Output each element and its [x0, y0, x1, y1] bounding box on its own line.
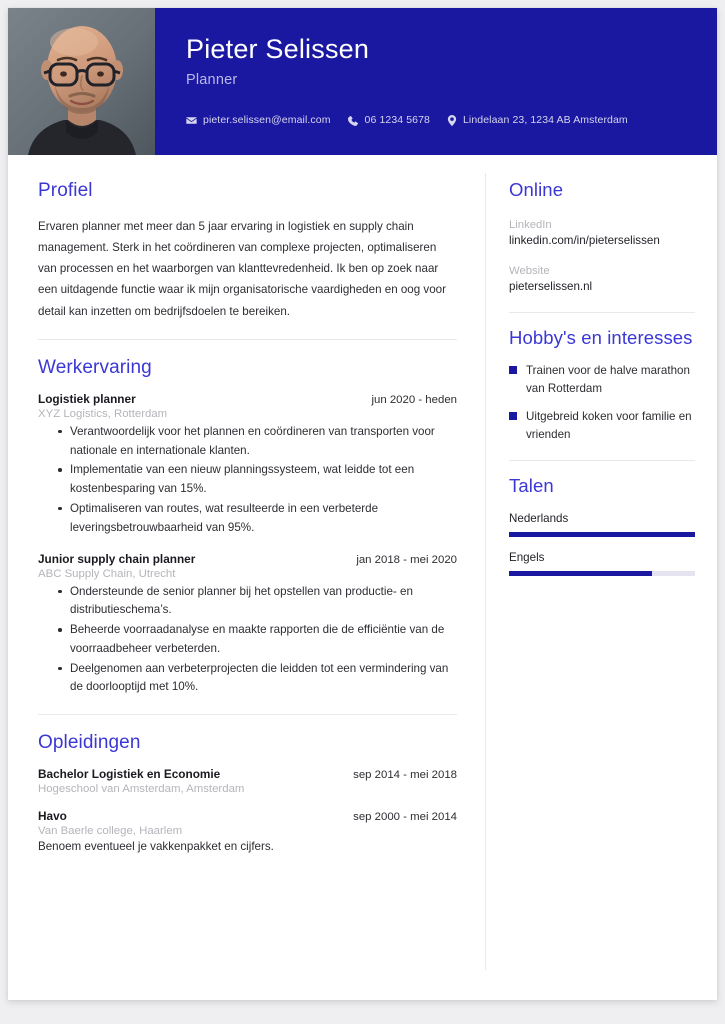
cv-page: [8, 8, 717, 1000]
education-entry: [38, 767, 457, 795]
education-institution: Hogeschool van Amsterdam, Amsterdam: [38, 783, 245, 796]
language-name: Nederlands: [509, 511, 569, 525]
list-item: Optimaliseren van routes, wat resulteerde in een verbeterde leveringsbetrouwbaarheid van 95%.: [58, 500, 457, 538]
section-divider: [38, 339, 457, 340]
section-heading-languages: Talen: [509, 475, 554, 497]
online-label: Website: [509, 264, 550, 277]
envelope-icon: [186, 115, 197, 126]
education-title: Bachelor Logistiek en Economie: [38, 767, 221, 782]
experience-bullet-list: [38, 423, 457, 538]
cv-content: [8, 155, 717, 1000]
experience-dates: jun 2020 - heden: [371, 393, 457, 406]
cv-header: [8, 8, 717, 155]
list-item: Ondersteunde de senior planner bij het opstellen van productie- en distributieschema’s.: [58, 583, 457, 621]
section-heading-profiel: Profiel: [38, 180, 93, 201]
section-divider: [509, 312, 695, 313]
language-item-engels: [509, 551, 695, 576]
online-value[interactable]: pieterselissen.nl: [509, 280, 593, 294]
page-title: Pieter Selissen: [186, 34, 370, 64]
profile-summary-text: Ervaren planner met meer dan 5 jaar ervaring in logistiek en supply chain management. Sterk in het coördineren van complexe projecten, optimaliseren van processen en het waarborgen van klanttevredenheid. Ik ben op zoek naar een uitdagende functie waar ik mijn organisatorische vaardigheden en oog voor detail kan inzetten om bedrijfsdoelen te bereiken.: [38, 220, 446, 318]
contact-email-text: pieter.selissen@email.com: [203, 114, 331, 126]
language-level-fill: [509, 532, 695, 537]
education-dates: sep 2000 - mei 2014: [353, 811, 457, 824]
experience-organisation: ABC Supply Chain, Utrecht: [38, 567, 176, 580]
experience-title: Logistiek planner: [38, 391, 136, 406]
contact-phone-text: 06 1234 5678: [364, 114, 430, 126]
online-value[interactable]: linkedin.com/in/pieterselissen: [509, 233, 660, 247]
language-level-fill: [509, 571, 652, 576]
list-item: Trainen voor de halve marathon van Rotterdam: [509, 362, 695, 398]
experience-bullet-list: [38, 583, 457, 698]
online-label: LinkedIn: [509, 218, 552, 231]
online-entry-website: [509, 263, 695, 296]
section-divider: [509, 460, 695, 461]
education-entry: [38, 809, 457, 857]
language-name: Engels: [509, 550, 545, 564]
section-hobbies: [509, 327, 695, 444]
section-profiel: [38, 179, 457, 322]
section-divider: [38, 714, 457, 715]
education-dates: sep 2014 - mei 2018: [353, 769, 457, 782]
contact-address[interactable]: [447, 114, 628, 126]
experience-organisation: XYZ Logistics, Rotterdam: [38, 407, 168, 420]
experience-entry: [38, 552, 457, 698]
phone-icon: [348, 115, 359, 126]
main-column: [8, 155, 485, 1000]
experience-entry-head: [38, 392, 457, 406]
section-languages: [509, 475, 695, 576]
section-heading-online: Online: [509, 179, 564, 200]
section-werkervaring: [38, 356, 457, 698]
sidebar-column: [486, 155, 717, 1000]
hobby-list: [509, 362, 695, 444]
experience-entry-head: [38, 552, 457, 566]
header-text-block: [155, 8, 717, 155]
contact-address-text: Lindelaan 23, 1234 AB Amsterdam: [462, 114, 628, 126]
contact-email[interactable]: [186, 114, 331, 126]
job-title: Planner: [186, 72, 238, 89]
experience-dates: jan 2018 - mei 2020: [356, 553, 457, 566]
education-institution: Van Baerle college, Haarlem: [38, 825, 183, 838]
contact-phone[interactable]: [348, 114, 430, 126]
profile-photo: [8, 8, 155, 155]
language-item-nederlands: [509, 512, 695, 537]
contact-row: [186, 114, 628, 126]
list-item: Uitgebreid koken voor familie en vrienden: [509, 408, 695, 444]
online-entry-linkedin: [509, 217, 695, 250]
section-heading-opleidingen: Opleidingen: [38, 732, 141, 754]
education-entry-head: [38, 809, 457, 823]
section-opleidingen: [38, 731, 457, 857]
list-item: Beheerde voorraadanalyse en maakte rapporten die de efficiëntie van de voorraadbeheer verbeterden.: [58, 621, 457, 659]
language-level-track: [509, 532, 695, 537]
experience-title: Junior supply chain planner: [38, 551, 196, 566]
list-item: Implementatie van een nieuw planningssysteem, wat leidde tot een kostenbesparing van 15%.: [58, 461, 457, 499]
experience-entry: [38, 392, 457, 538]
section-heading-werkervaring: Werkervaring: [38, 356, 152, 378]
language-level-track: [509, 571, 695, 576]
location-pin-icon: [447, 115, 457, 126]
list-item: Verantwoordelijk voor het plannen en coördineren van transporten voor nationale en internationale klanten.: [58, 423, 457, 461]
education-title: Havo: [38, 809, 67, 824]
section-heading-hobbies: Hobby's en interesses: [509, 326, 693, 348]
education-entry-head: [38, 767, 457, 781]
list-item: Deelgenomen aan verbeterprojecten die leidden tot een vermindering van de doorlooptijd met 10%.: [58, 660, 457, 698]
section-online: [509, 179, 695, 296]
education-note: Benoem eventueel je vakkenpakket en cijfers.: [38, 840, 274, 854]
